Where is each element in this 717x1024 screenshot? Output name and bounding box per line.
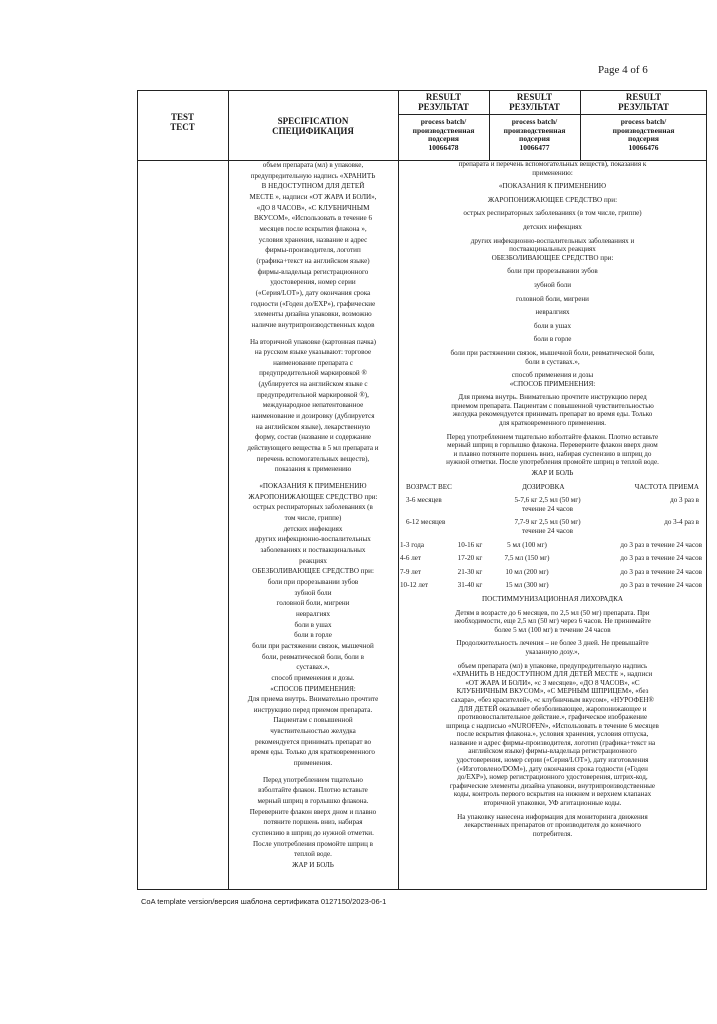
spec-line: рекомендуется принимать препарат во: [254, 737, 372, 746]
spec-line: (дублируется на английском языке с: [258, 380, 368, 389]
spec-line: объем препарата (мл) в упаковке,: [262, 161, 364, 169]
spec-line: годности («Годен до/EXP»), графические: [250, 299, 376, 308]
spec-line: невралгиях: [295, 609, 331, 618]
test-header: TEST ТЕСТ: [170, 112, 195, 132]
spec-line: перечень вспомогательных веществ),: [256, 454, 370, 463]
spec-line: ЖАР И БОЛЬ: [292, 861, 334, 869]
dose-row: 3-6 месяцев 5-7,6 кг 2,5 мл (50 мг) до 3 раз в: [406, 496, 699, 505]
spec-line: Перед употреблением тщательно: [263, 775, 363, 784]
divider: [398, 90, 399, 890]
spec-line: других инфекционно-воспалительных: [255, 535, 371, 544]
spec-line: удостоверения, номер серии: [270, 278, 356, 287]
dose-row: течение 24 часов: [522, 527, 573, 535]
spec-line: Пациентам с повышенной: [273, 716, 353, 725]
spec-line: После употребления промойте шприц в: [252, 839, 373, 848]
spec-line: показания к применению: [274, 465, 352, 474]
spec-line: предупредительную надпись «ХРАНИТЬ: [250, 171, 376, 180]
spec-line: действующего вещества в 5 мл препарата и: [247, 444, 379, 453]
result-header-3: RESULT РЕЗУЛЬТАТ process batch/ производственная подсерия 10066476: [612, 92, 675, 152]
spec-line: ВКУСОМ», «Использовать в течение 6: [253, 214, 373, 223]
dose-row: течение 24 часов: [522, 504, 573, 513]
spec-line: суспензию в шприц до нужной отметки.: [252, 829, 374, 838]
spec-line: заболеваниях и поствакцинальных: [260, 545, 366, 554]
spec-line: «ПОКАЗАНИЯ К ПРИМЕНЕНИЮ: [259, 482, 367, 491]
spec-line: наименование и дозировку (дублируется: [251, 412, 375, 421]
page-number: Page 4 of 6: [598, 64, 648, 76]
dose-row: 6-12 месяцев 7,7-9 кг 2,5 мл (50 мг) до 3-4 раз в: [406, 518, 699, 527]
spec-line: детских инфекциях: [283, 524, 343, 533]
spec-line: инструкцию перед приемом препарата.: [253, 705, 373, 714]
specification-text: [230, 160, 396, 871]
spec-line: «ДО 8 ЧАСОВ», «С КЛУБНИЧНЫМ: [256, 203, 370, 212]
spec-line: боли при прорезывании зубов: [267, 577, 359, 586]
indication-0: «ПОКАЗАНИЯ К ПРИМЕНЕНИЮ: [498, 182, 607, 191]
spec-line: способ применения и дозы.: [271, 673, 355, 682]
spec-line: предупредительной маркировкой ®),: [257, 390, 369, 399]
spec-line: Переверните флакон вверх дном и плавно: [249, 807, 377, 816]
spec-line: том числе, гриппе): [284, 514, 342, 522]
dose-row: 10-12 лет 31-40 кг 15 мл (300 мг) до 3 раз в течение 24 часов: [400, 581, 702, 590]
spec-line: Для приема внутрь. Внимательно прочтите: [247, 695, 379, 704]
spec-line: применения.: [293, 759, 333, 768]
spec-line: международное непатентованное: [262, 401, 364, 410]
spec-line: время еды. Только для кратковременного: [251, 748, 375, 757]
dose-row: 7-9 лет 21-30 кг 10 мл (200 мг) до 3 раз в течение 24 часов: [400, 567, 702, 576]
result-text: препарата и перечень вспомогательных веществ), показания к применению: «ПОКАЗАНИЯ К ПРИМЕНЕНИЮ ЖАРОПОНИЖАЮЩЕЕ СРЕДСТВО при: острых респираторных заболеваниях (в том числе, гриппе) детских инфекциях других инфекционно-воспалительных заболеваниях и поствакцинальных реакциях ОБЕЗБОЛИВАЮЩЕЕ СРЕДСТВО при: боли при прорезывании зубов зубной боли головной боли, мигрени невралгиях боли в ушах боли в горле боли при растяжении связок, мышечной боли, ревматической боли, боли в суставах.», способ применения и дозы «СПОСОБ ПРИМЕНЕНИЯ: Для приема внутрь. Внимательно прочтите инструкцию перед приемом препарата. Пациентам с повышенной чувствительностью желудка рекомендуется принимать препарат во время еды. Только для кратковременного применения. Перед употреблением тщательно взболтайте флакон. Плотно вставьте мерный шприц в горлышко флакона. Переверните флакон вверх дном и плавно потяните поршень вниз, набирая суспензию в шприц до нужной отметки. После употребления промойте шприц в теплой воде. ЖАР И БОЛЬ ВОЗРАСТ ВЕС ДОЗИРОВКА ЧАСТОТА ПРИЕМА 3-6 месяцев 5-7,6 кг 2,5 мл (50 мг) до 3 раз в течение 24 часов 6-12 месяцев 7,7-9 кг 2,5 мл (50 мг) до 3-4 раз в течение 24 часов 1-3 года 10-16 кг 5 мл (100 мг) до 3 раз в течение 24 часов 4-6 лет 17-20 кг 7,5 мл (150 мг) до 3 раз в течение 24 часов 7-9 лет 21-30 кг 10 мл (200 мг) до 3 раз в течение 24 часов 10-12 лет 31-40 кг 15 мл (300 мг) до 3 раз в течение 24 часов ПОСТИММУНИЗАЦИОННАЯ ЛИХОРАДКА Детям в возрасте до 6 месяцев, по 2,5 мл (50 мг) препарата. При необходимости, еще 2,5 мл (50 мг) через 6 часов. Не принимайте более 5 мл (100 мг) в течение 24 часов Продолжительность лечения – не более 3 дней. Не превышайте указанную дозу.», объем препарата (мл) в упаковке, предупредительную надпись «ХРАНИТЬ В НЕДОСТУПНОМ ДЛЯ ДЕТЕЙ МЕСТЕ », надписи «ОТ ЖАРА И БОЛИ», «с 3 месяцев», «ДО 8 ЧАСОВ», «С КЛУБНИЧНЫМ ВКУСОМ», «С МЕРНЫМ ШПРИЦЕМ», «без сахара», «без красителей», «с клубничным вкусом», «НУРОФЕН® ДЛЯ ДЕТЕЙ оказывает обезболивающее, жаропонижающее и противовоспалительное действие.», графическое изображение шприца с надписью «NUROFEN», «Использовать в течение 6 месяцев после вскрытия флакона.», условия хранения, условия отпуска, название и адрес фирмы-производителя, логотип (графика+текст на английском языке) фирмы-владельца регистрационного удостоверения, номер серии («Серия/LOT»), дату изготовления («Изготовлено/DOM»), дату окончания срока годности («Годен до/EXP»), номер регистрационного удостоверения, штрих-код, графические элементы дизайна упаковки, внутрипроизводственные коды, контроль первого вскрытия на нижнем и верхнем клапанах вторичной упаковки, УФ агитационные коды. На упаковку нанесена информация для мониторинга движения лекарственных препаратов от производителя до конечного потребителя.: [400, 160, 705, 838]
spec-line: взболтайте флакон. Плотно вставьте: [258, 786, 368, 795]
spec-line: МЕСТЕ », надписи «ОТ ЖАРА И БОЛИ»,: [249, 192, 377, 201]
spec-line: условия хранения, название и адрес: [258, 235, 368, 244]
spec-line: месяцев после вскрытия флакона »,: [259, 224, 367, 233]
spec-line: предупредительной маркировкой ®: [259, 369, 367, 378]
spec-line: (графика+текст на английском языке): [256, 256, 370, 265]
spec-line: потяните поршень вниз, набирая: [263, 818, 363, 827]
spec-line: боли при растяжении связок, мышечной: [252, 641, 374, 650]
spec-line: на русском языке указывают: торговое: [254, 348, 372, 357]
spec-line: В НЕДОСТУПНОМ ДЛЯ ДЕТЕЙ: [261, 182, 365, 191]
spec-header: SPECIFICATION СПЕЦИФИКАЦИЯ: [272, 116, 354, 136]
spec-line: фирмы-владельца регистрационного: [257, 267, 369, 276]
spec-line: на английском языке), лекарственную: [255, 422, 371, 431]
spec-line: наличие внутрипроизводственных кодов: [251, 320, 375, 329]
template-version: CoA template version/версия шаблона сертификата 0127150/2023-06-1: [141, 897, 387, 906]
spec-line: теплой воде.: [294, 850, 332, 859]
dose-table-header: ВОЗРАСТ ВЕС ДОЗИРОВКА ЧАСТОТА ПРИЕМА: [406, 482, 699, 491]
spec-line: боли, ревматической боли, боли в: [262, 652, 364, 661]
result-header-2: RESULT РЕЗУЛЬТАТ process batch/ производственная подсерия 10066477: [503, 92, 566, 152]
spec-line: На вторичной упаковке (картонная пачка): [250, 337, 376, 346]
spec-line: боли в ушах: [294, 620, 332, 629]
spec-line: «СПОСОБ ПРИМЕНЕНИЯ:: [270, 684, 356, 693]
spec-line: ЖАРОПОНИЖАЮЩЕЕ СРЕДСТВО при:: [248, 492, 378, 501]
spec-line: форму, состав (название и содержание: [254, 433, 372, 442]
divider: [228, 90, 229, 890]
spec-line: элементы дизайна упаковки, возможно: [254, 310, 372, 319]
result-header-1: RESULT РЕЗУЛЬТАТ process batch/ производственная подсерия 10066478: [412, 92, 475, 152]
spec-line: ОБЕЗБОЛИВАЮЩЕЕ СРЕДСТВО при:: [252, 567, 374, 576]
spec-line: острых респираторных заболеваниях (в: [253, 503, 373, 512]
dose-row: 1-3 года 10-16 кг 5 мл (100 мг) до 3 раз в течение 24 часов: [400, 540, 702, 549]
spec-line: наименование препарата с: [273, 358, 353, 367]
spec-line: мерный шприц в горлышко флакона.: [257, 797, 369, 806]
spec-line: реакциях: [299, 556, 327, 565]
spec-line: фирмы-производителя, логотип: [265, 246, 361, 255]
dose-row: 4-6 лет 17-20 кг 7,5 мл (150 мг) до 3 раз в течение 24 часов: [400, 554, 702, 563]
spec-line: зубной боли: [294, 588, 332, 597]
spec-line: головной боли, мигрени: [276, 599, 350, 608]
spec-line: суставах.»,: [296, 663, 330, 672]
spec-line: чувствительностью желудка: [270, 727, 356, 736]
spec-line: («Серия/LOT»), дату окончания срока: [255, 288, 371, 297]
spec-line: боли в горле: [294, 631, 332, 640]
